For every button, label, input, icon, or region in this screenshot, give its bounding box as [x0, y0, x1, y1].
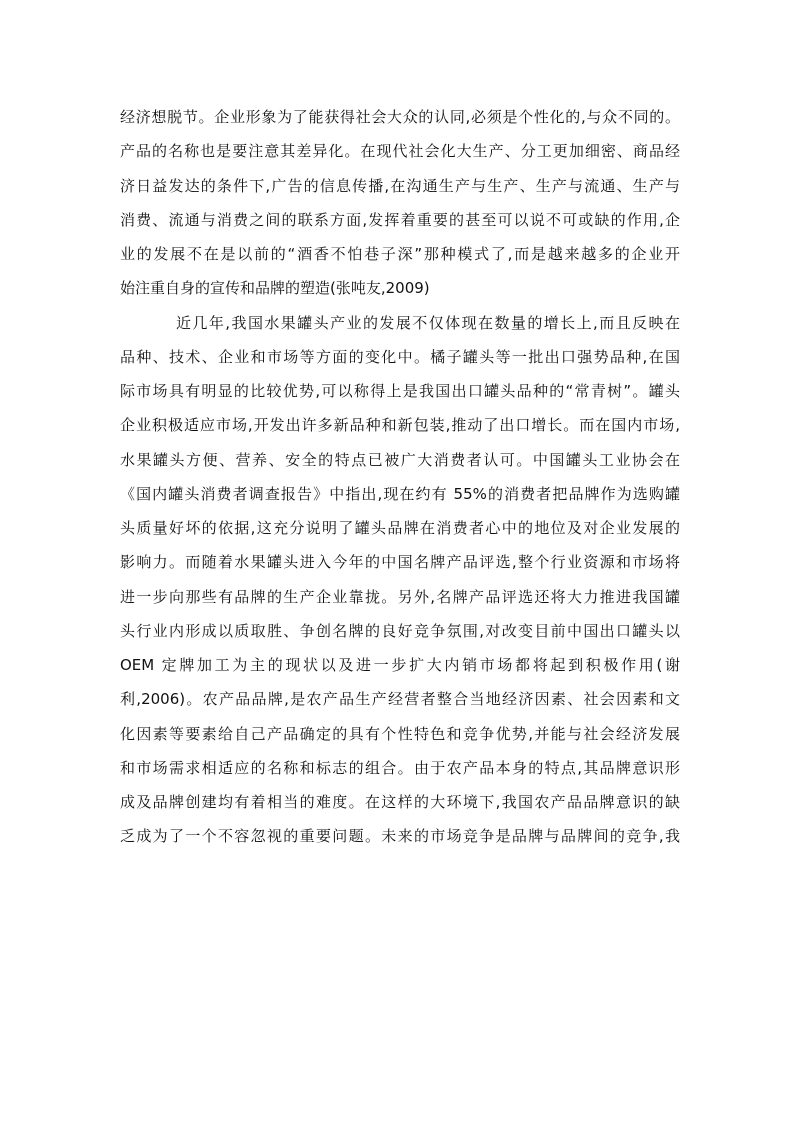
text-line: 品种、技术、企业和市场等方面的变化中。橘子罐头等一批出口强势品种,在国	[120, 347, 680, 366]
text-line: 影响力。而随着水果罐头进入今年的中国名牌产品评选,整个行业资源和市场将	[120, 553, 680, 572]
text-line: OEM 定牌加工为主的现状以及进一步扩大内销市场都将起到积极作用(谢	[120, 656, 680, 674]
text-line: 进一步向那些有品牌的生产企业靠拢。另外,名牌产品评选还将大力推进我国罐	[120, 587, 680, 606]
text-line: 和市场需求相适应的名称和标志的组合。由于农产品本身的特点,其品牌意识形	[120, 758, 680, 777]
text-line: 利,2006)。农产品品牌,是农产品生产经营者整合当地经济因素、社会因素和文	[120, 690, 680, 709]
text-line: 头质量好坏的依据,这充分说明了罐头品牌在消费者心中的地位及对企业发展的	[120, 519, 680, 537]
text-line: 产品的名称也是要注意其差异化。在现代社会化大生产、分工更加细密、商品经	[120, 142, 680, 161]
text-line: 企业积极适应市场,开发出许多新品种和新包装,推动了出口增长。而在国内市场,	[120, 416, 680, 435]
text-line: 头行业内形成以质取胜、争创名牌的良好竞争氛围,对改变目前中国出口罐头以	[120, 621, 680, 640]
text-line: 消费、流通与消费之间的联系方面,发挥着重要的甚至可以说不可或缺的作用,企	[120, 210, 680, 229]
text-line: 经济想脱节。企业形象为了能获得社会大众的认同,必须是个性化的,与众不同的。	[120, 108, 680, 126]
text-line: 业的发展不在是以前的“酒香不怕巷子深”那种模式了,而是越来越多的企业开	[120, 245, 680, 263]
text-line: 济日益发达的条件下,广告的信息传播,在沟通生产与生产、生产与流通、生产与	[120, 176, 680, 195]
paragraph-first-line: 近几年,我国水果罐头产业的发展不仅体现在数量的增长上,而且反映在	[176, 313, 680, 332]
text-line: 《国内罐头消费者调查报告》中指出,现在约有 55%的消费者把品牌作为选购罐	[120, 484, 680, 503]
text-line: 始注重自身的宣传和品牌的塑造(张吨友,2009)	[120, 279, 430, 298]
text-line: 化因素等要素给自己产品确定的具有个性特色和竞争优势,并能与社会经济发展	[120, 724, 680, 743]
body-text	[120, 100, 680, 854]
text-line: 成及品牌创建均有着相当的难度。在这样的大环境下,我国农产品品牌意识的缺	[120, 793, 680, 811]
text-line: 际市场具有明显的比较优势,可以称得上是我国出口罐头品种的“常青树”。罐头	[120, 382, 680, 400]
text-line: 水果罐头方便、营养、安全的特点已被广大消费者认可。中国罐头工业协会在	[120, 450, 680, 469]
text-line: 乏成为了一个不容忽视的重要问题。未来的市场竞争是品牌与品牌间的竞争,我	[120, 827, 680, 846]
